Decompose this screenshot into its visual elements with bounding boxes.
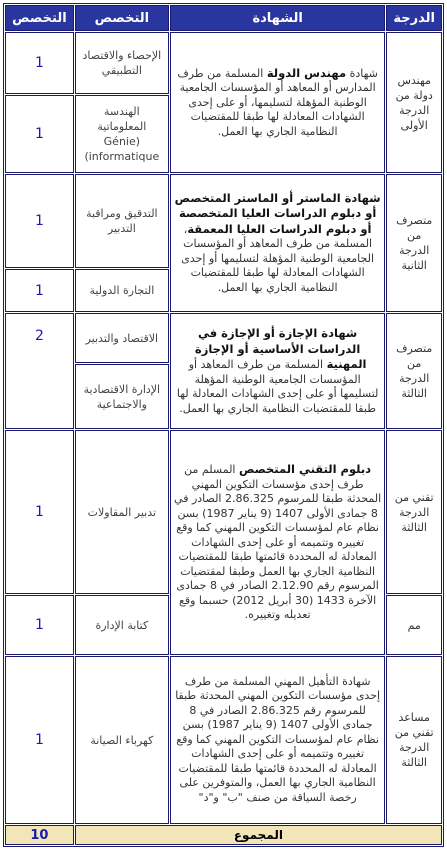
- table-row: [5, 174, 442, 268]
- positions-table: [3, 3, 444, 847]
- certificate-bold-text: شهادة الإجازة أو الإجازة في الدراسات الأساسية أو الإجازة المهنية: [194, 326, 367, 371]
- table-row: [5, 313, 442, 363]
- table-row: [5, 32, 442, 94]
- certificate-text: المسلمة من طرف المعاهد أو المؤسسات الجامعية الوطنية المؤهلة لتسليمها أو على إحدى الشهادات المعادلة لها طبقا للمقتضيات النظامية الجاري بها العمل.: [176, 358, 379, 415]
- certificate-bold-text: شهادة الماستر أو الماستر المتخصص أو دبلوم الدراسات العليا المتخصصة أو دبلوم الدراسات العليا المعمقة: [174, 190, 381, 236]
- certificate-cell: [170, 174, 385, 312]
- certificate-text: المسلمة من طرف المدارس أو المعاهد أو المؤسسات الجامعية الوطنية المؤهلة لتسليمها، أو على إحدى الشهادات المعادلة لها طبقا للمقتضيات النظامية الجاري بها العمل.: [177, 66, 376, 138]
- grade-cell: تقني من الدرجة الثالثة: [386, 430, 442, 594]
- certificate-cell: [170, 313, 385, 429]
- table-header-row: [5, 5, 442, 31]
- specialty-cell: تدبير المقاولات: [75, 430, 169, 594]
- count-cell: 1: [5, 595, 74, 655]
- count-cell: 2: [5, 313, 74, 429]
- header-certificate: الشهادة: [170, 5, 385, 31]
- certificate-cell: [170, 656, 385, 824]
- specialty-cell: الاقتصاد والتدبير: [75, 313, 169, 363]
- count-cell: 1: [5, 430, 74, 594]
- specialty-cell: كتابة الإدارة: [75, 595, 169, 655]
- certificate-bold-text: مهندس الدولة: [266, 65, 347, 80]
- specialty-cell: الإدارة الاقتصادية والاجتماعية: [75, 364, 169, 429]
- grade-cell: متصرف من الدرجة الثالثة: [386, 313, 442, 429]
- grade-cell: مساعد تقني من الدرجة الثالثة: [386, 656, 442, 824]
- certificate-cell: [170, 430, 385, 655]
- certificate-text: شهادة: [346, 66, 378, 80]
- count-cell: 1: [5, 269, 74, 312]
- header-grade: الدرجة: [386, 5, 442, 31]
- certificate-text: شهادة التأهيل المهني المسلمة من طرف إحدى مؤسسات التكوين المهني المحدثة طبقا للمرسوم رقم 2.86.325 الصادر في 8 جمادى الأولى 1407 (9 يناير 1987) بسن نظام عام لمؤسسات التكوين المهني كما وقع تغييره وتتميمه أو على إحدى الشهادات المعادلة له المحددة قائمتها طبقا للمقتضيات النظامية الجاري بها العمل، والمتوفرين على رخصة السياقة من صنف "ب" و"د": [175, 674, 381, 804]
- header-count: التخصص: [5, 5, 74, 31]
- specialty-cell: كهرباء الصيانة: [75, 656, 169, 824]
- certificate-text: ، المسلمة من طرف المعاهد أو المؤسسات الجامعية الوطنية المؤهلة لتسليمها أو إحدى الشهادات المعادلة لها طبقا للمقتضيات النظامية الجاري بها العمل.: [181, 222, 374, 294]
- page-container: [3, 3, 444, 847]
- grade-cell: متصرف من الدرجة الثانية: [386, 174, 442, 312]
- total-label: المجموع: [75, 825, 442, 845]
- grade-cell: مهندس دولة من الدرجة الأولى: [386, 32, 442, 173]
- count-cell: 1: [5, 656, 74, 824]
- total-row: [5, 825, 442, 845]
- certificate-cell: [170, 32, 385, 173]
- certificate-text: المسلم من طرف إحدى مؤسسات التكوين المهني المحدثة طبقا للمرسوم 2.86.325 الصادر في 8 جمادى الأولى 1407 (9 يناير 1987) بسن نظام عام لمؤسسات التكوين المهني كما وقع تغييره وتتميمه أو على إحدى الشهادات المعادلة له المحددة قائمتها طبقا للمقتضيات النظامية الجاري بها العمل وطبقا لمقتضيات المرسوم رقم 2.12.90 الصادر في 8 جمادى الآخرة 1433 (30 أبريل 2012) حسبما وقع تعديله وتغييره.: [174, 463, 382, 622]
- certificate-bold-text: دبلوم التقني المتخصص: [238, 462, 372, 477]
- table-row: [5, 430, 442, 594]
- count-cell: 1: [5, 174, 74, 268]
- specialty-cell: التدقيق ومراقبة التدبير: [75, 174, 169, 268]
- table-row: [5, 656, 442, 824]
- specialty-cell: التجارة الدولية: [75, 269, 169, 312]
- count-cell: 1: [5, 95, 74, 173]
- specialty-cell: الإحصاء والاقتصاد التطبيقي: [75, 32, 169, 94]
- grade-cell: مم: [386, 595, 442, 655]
- header-specialty: التخصص: [75, 5, 169, 31]
- total-count: 10: [5, 825, 74, 845]
- count-cell: 1: [5, 32, 74, 94]
- specialty-cell: الهندسة المعلوماتية Génie) (informatique: [75, 95, 169, 173]
